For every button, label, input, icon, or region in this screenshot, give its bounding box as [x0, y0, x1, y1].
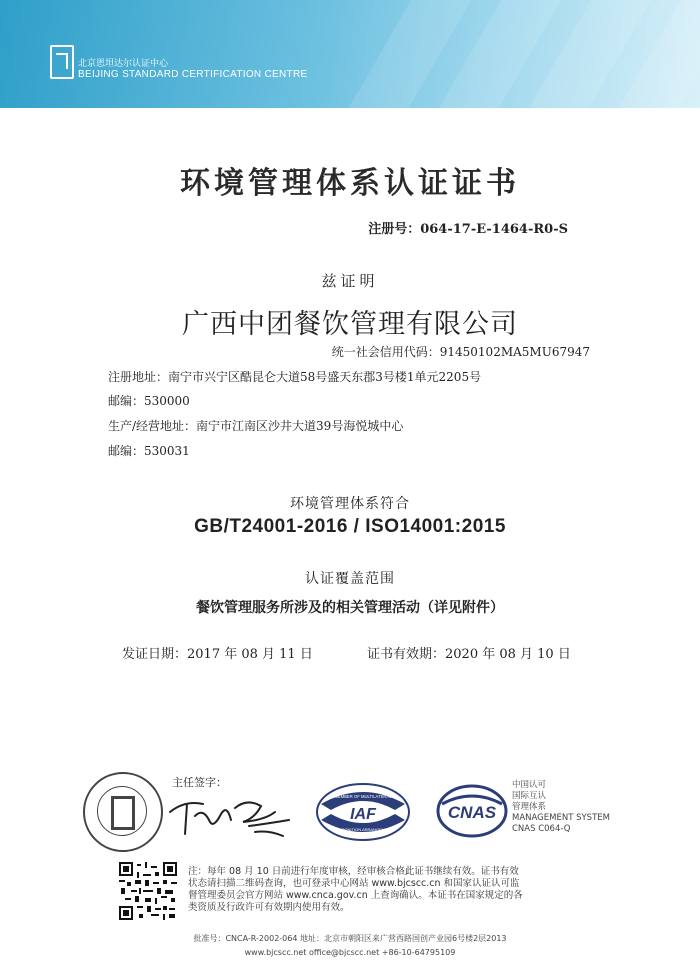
operating-address: 生产/经营地址：南宁市江南区沙井大道39号海悦城中心	[108, 419, 404, 433]
valid-until: 证书有效期：2020 年 08 月 10 日	[367, 647, 571, 662]
iaf-logo-icon	[315, 782, 411, 842]
standard-code: GB/T24001-2016 / ISO14001:2015	[194, 516, 506, 537]
scope-text: 餐饮管理服务所涉及的相关管理活动（详见附件）	[196, 600, 504, 616]
header-banner	[0, 0, 700, 108]
director-signature	[165, 790, 305, 842]
bscc-logo-icon	[50, 45, 74, 79]
registration-number: 注册号：064-17-E-1464-R0-S	[368, 222, 568, 237]
iaf-bottom-text: RECOGNITION ARRANGEMENT	[332, 827, 394, 832]
footer-approval-address: 批准号：CNCA-R-2002-064 地址：北京市朝阳区来广营西路国创产业园6号楼2层2013	[193, 934, 507, 943]
registered-address: 注册地址：南宁市兴宁区酷昆仑大道58号盛天东郡3号楼1单元2205号	[108, 370, 482, 384]
cnas-logo-icon	[436, 784, 508, 838]
attest-label: 兹证明	[321, 272, 379, 290]
center-seal	[83, 772, 163, 852]
certificate-title: 环境管理体系认证证书	[180, 166, 520, 201]
cnas-description: 中国认可 国际互认 管理体系 MANAGEMENT SYSTEM CNAS C064-Q	[512, 780, 610, 834]
conformity-label: 环境管理体系符合	[290, 496, 410, 512]
footer-contacts: www.bjcscc.net office@bjcscc.net +86-10-64795109	[244, 948, 456, 957]
cnas-text: CNAS	[447, 803, 497, 822]
issue-date: 发证日期：2017 年 08 月 11 日	[122, 647, 313, 662]
operating-postcode: 邮编：530031	[108, 444, 190, 458]
credit-code: 统一社会信用代码：91450102MA5MU67947	[331, 345, 590, 359]
qr-code-icon[interactable]	[119, 862, 177, 920]
company-name: 广西中团餐饮管理有限公司	[182, 309, 518, 340]
iaf-center-text: IAF	[350, 806, 376, 823]
registered-postcode: 邮编：530000	[108, 394, 190, 408]
iaf-top-text: MEMBER OF MULTILATERAL	[334, 794, 392, 799]
certificate-note: 注：每年 08 月 10 日前进行年度审核，经审核合格此证书继续有效。证书有效 状态请扫描二维码查询，也可登录中心网站 www.bjcscc.cn 和国家认证认可监 督管理委员会官方网站 www.cnca.gov.cn 上查询确认。本证书在国家规定的各 类资质及行政许可有效期内使用有效。	[188, 866, 523, 913]
scope-label: 认证覆盖范围	[305, 571, 395, 587]
org-name-en: BEIJING STANDARD CERTIFICATION CENTRE	[78, 69, 308, 80]
org-name-cn: 北京恩坦达尔认证中心	[78, 59, 169, 69]
director-signature-label: 主任签字：	[172, 776, 227, 789]
